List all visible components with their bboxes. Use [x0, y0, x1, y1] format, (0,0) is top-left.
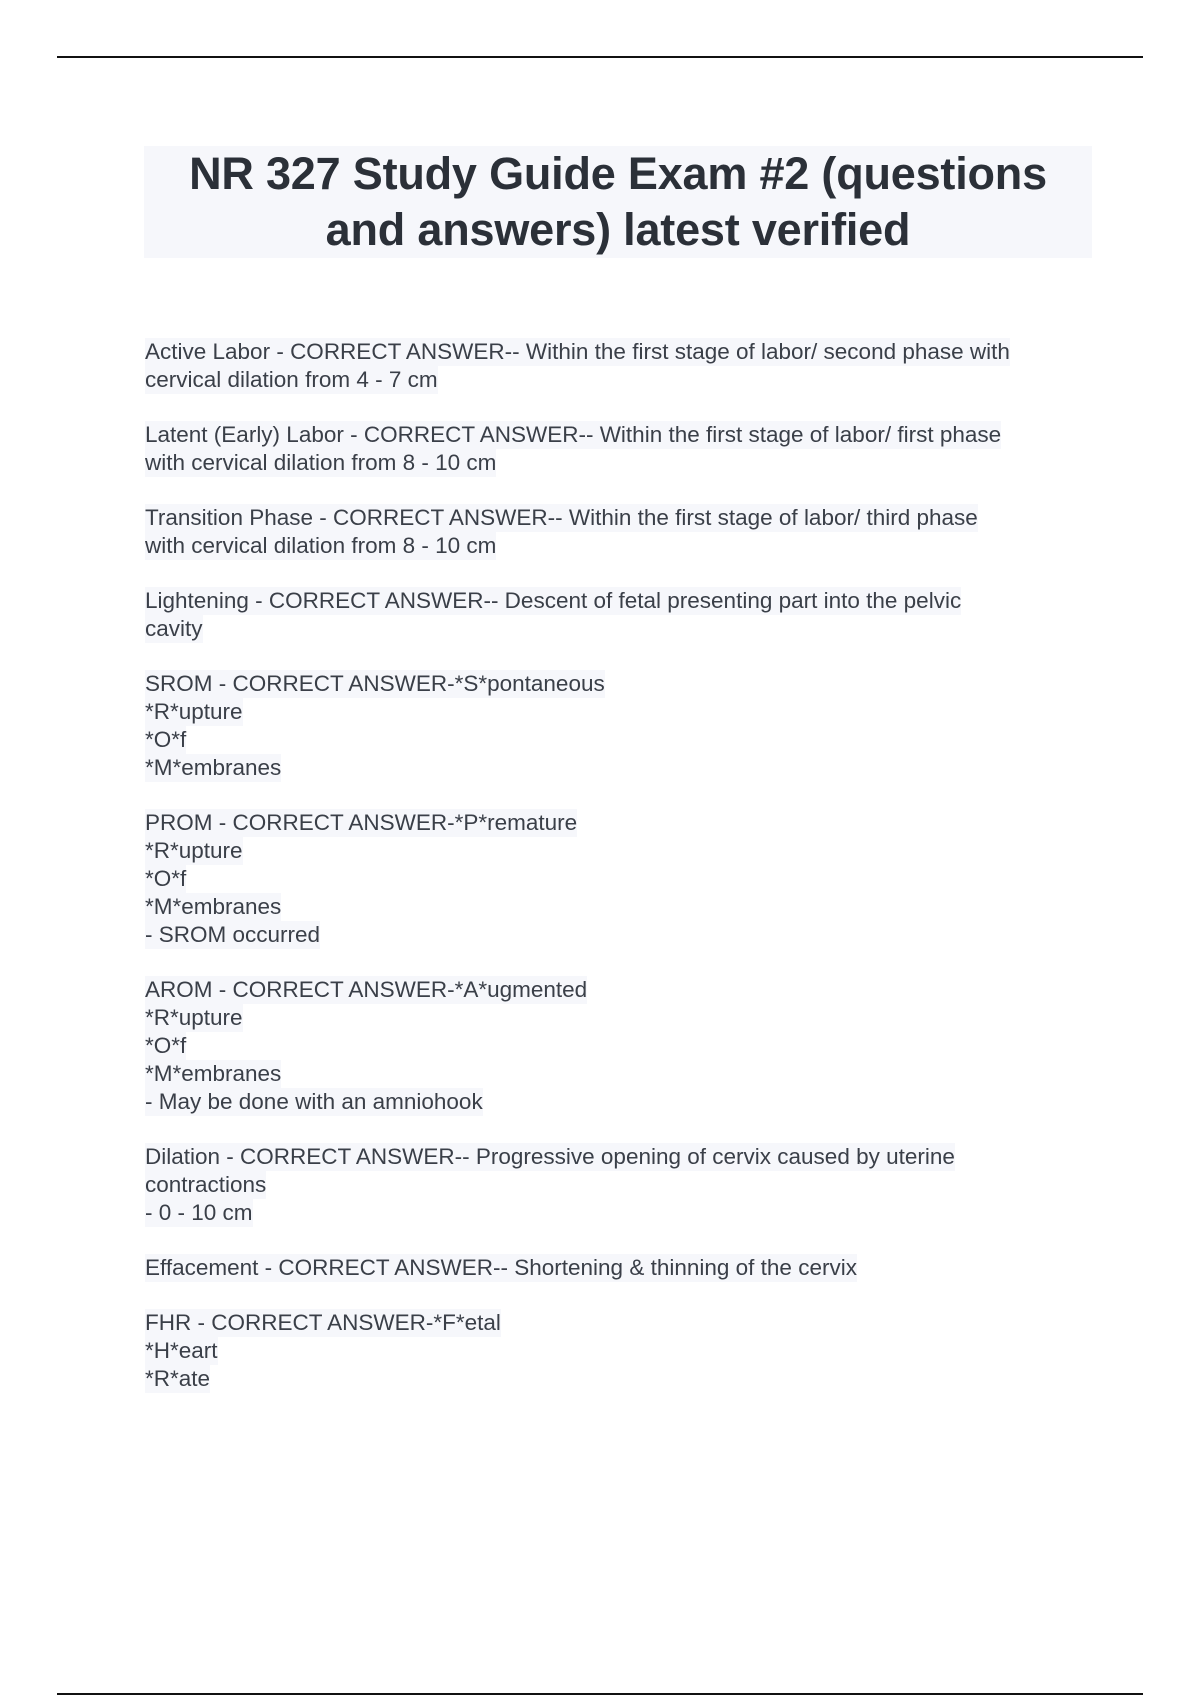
- entry-line: *R*ate: [145, 1366, 211, 1391]
- entry-effacement: [145, 1254, 1105, 1282]
- entry-arom: [145, 976, 1105, 1116]
- entry-line: *M*embranes: [145, 1061, 282, 1086]
- page-bottom-rule: [57, 1693, 1143, 1695]
- document-title: [144, 146, 1092, 258]
- entry-srom: [145, 670, 1105, 782]
- entry-line: Latent (Early) Labor - CORRECT ANSWER-- Within the first stage of labor/ first phase: [145, 422, 1002, 447]
- entry-line: contractions: [145, 1172, 267, 1197]
- entry-line: *M*embranes: [145, 894, 282, 919]
- page-top-rule: [57, 56, 1143, 58]
- entry-transition-phase: [145, 504, 1105, 560]
- entry-dilation: [145, 1143, 1105, 1227]
- entries-list: [145, 338, 1105, 1420]
- document-title-line: and answers) latest verified: [325, 204, 911, 255]
- entry-line: *O*f: [145, 1033, 187, 1058]
- document-title-line: NR 327 Study Guide Exam #2 (questions: [189, 148, 1047, 199]
- entry-latent-labor: [145, 421, 1105, 477]
- entry-line: - SROM occurred: [145, 922, 321, 947]
- entry-active-labor: [145, 338, 1105, 394]
- entry-prom: [145, 809, 1105, 949]
- title-block: [144, 146, 1092, 258]
- entry-line: Active Labor - CORRECT ANSWER-- Within the first stage of labor/ second phase with: [145, 339, 1010, 364]
- entry-line: *M*embranes: [145, 755, 282, 780]
- entry-line: *R*upture: [145, 1005, 243, 1030]
- entry-line: *H*eart: [145, 1338, 218, 1363]
- entry-line: Transition Phase - CORRECT ANSWER-- Within the first stage of labor/ third phase: [145, 505, 978, 530]
- entry-fhr: [145, 1309, 1105, 1393]
- entry-line: FHR - CORRECT ANSWER-*F*etal: [145, 1310, 501, 1335]
- entry-line: - May be done with an amniohook: [145, 1089, 483, 1114]
- entry-line: Effacement - CORRECT ANSWER-- Shortening & thinning of the cervix: [145, 1255, 857, 1280]
- entry-line: Lightening - CORRECT ANSWER-- Descent of fetal presenting part into the pelvic: [145, 588, 962, 613]
- entry-line: *R*upture: [145, 699, 243, 724]
- entry-lightening: [145, 587, 1105, 643]
- entry-line: SROM - CORRECT ANSWER-*S*pontaneous: [145, 671, 605, 696]
- entry-line: cavity: [145, 616, 203, 641]
- entry-line: *O*f: [145, 866, 187, 891]
- entry-line: cervical dilation from 4 - 7 cm: [145, 367, 438, 392]
- entry-line: PROM - CORRECT ANSWER-*P*remature: [145, 810, 578, 835]
- entry-line: - 0 - 10 cm: [145, 1200, 253, 1225]
- entry-line: Dilation - CORRECT ANSWER-- Progressive opening of cervix caused by uterine: [145, 1144, 955, 1169]
- entry-line: *R*upture: [145, 838, 243, 863]
- entry-line: *O*f: [145, 727, 187, 752]
- entry-line: AROM - CORRECT ANSWER-*A*ugmented: [145, 977, 588, 1002]
- entry-line: with cervical dilation from 8 - 10 cm: [145, 533, 497, 558]
- entry-line: with cervical dilation from 8 - 10 cm: [145, 450, 497, 475]
